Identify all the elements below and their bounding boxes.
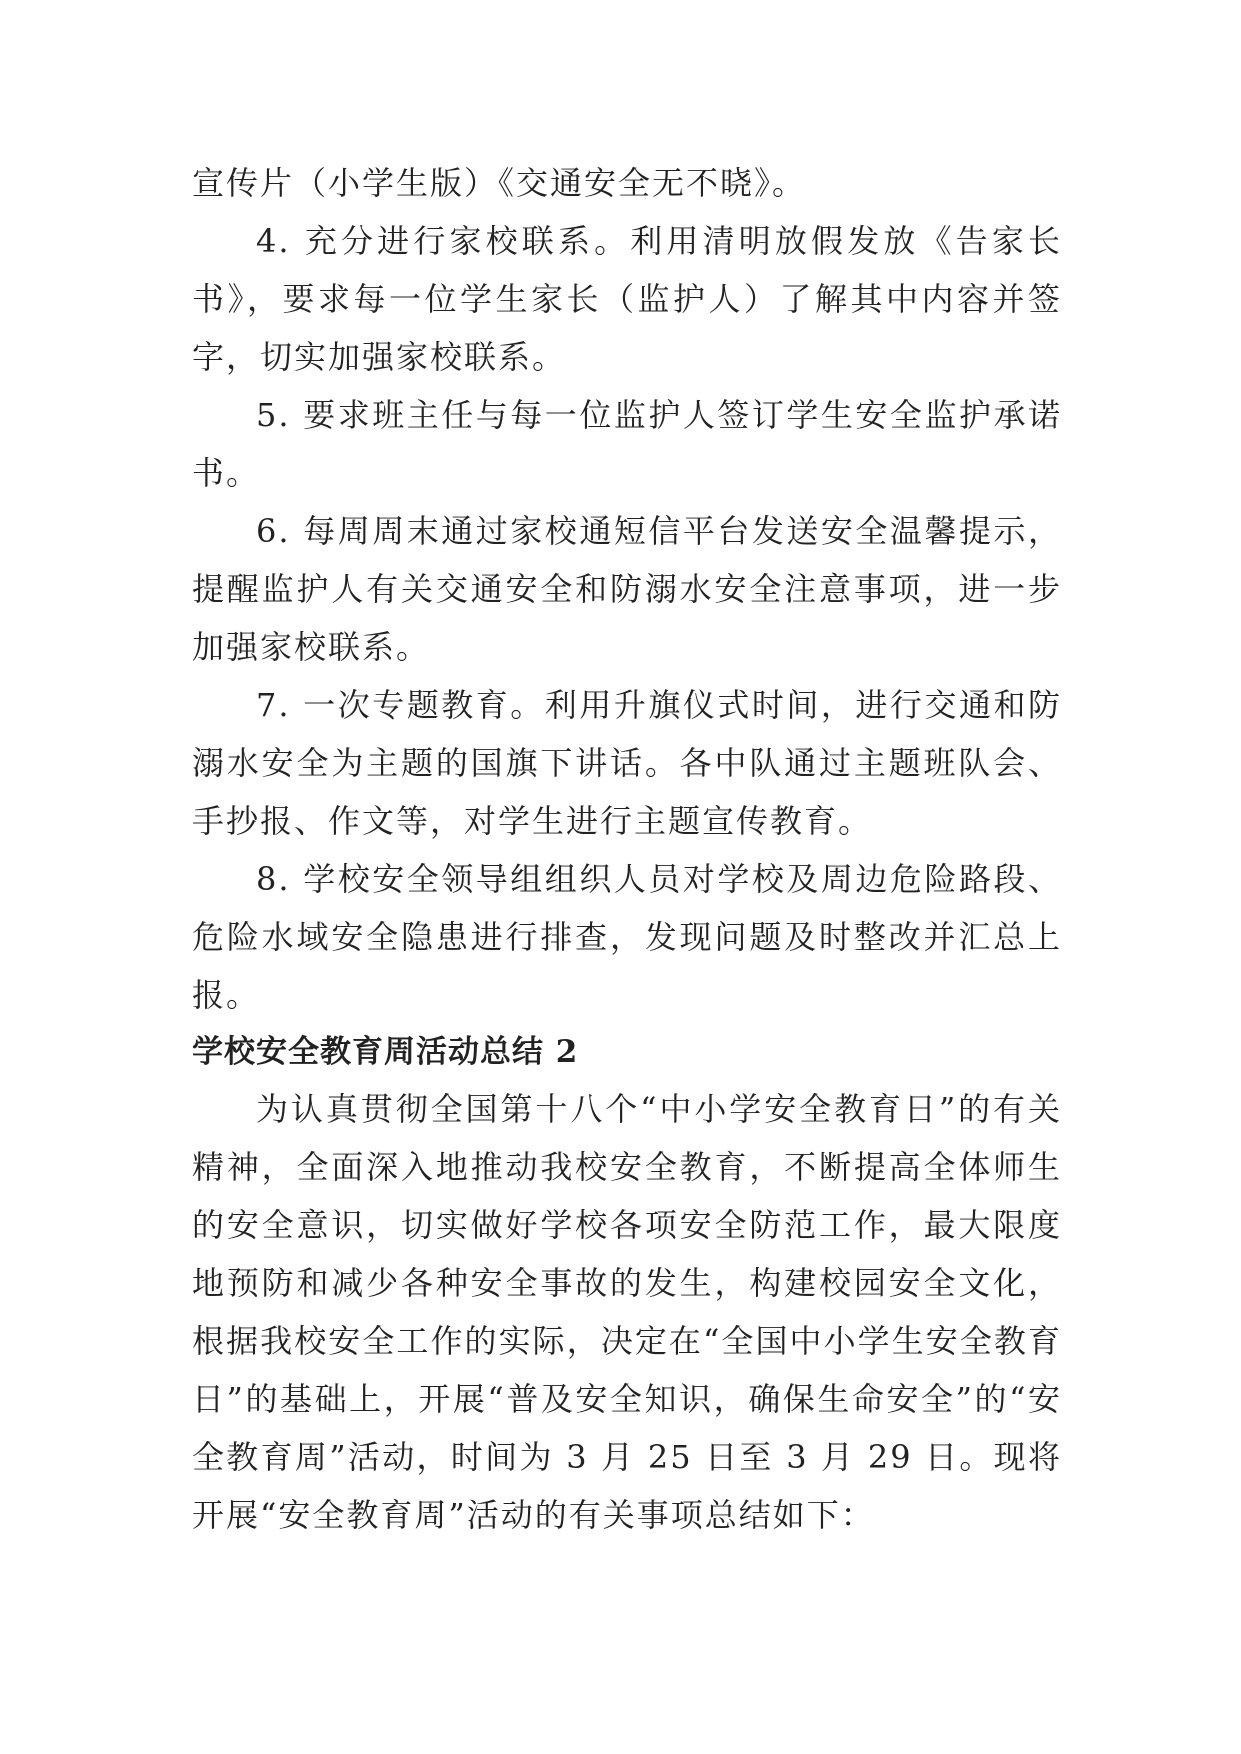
section-heading: 学校安全教育周活动总结 2: [192, 1034, 579, 1070]
paragraph-item-6: 6. 每周周末通过家校通短信平台发送安全温馨提示，提醒监护人有关交通安全和防溺水安全注意事项，进一步加强家校联系。: [192, 512, 1062, 666]
paragraph-item-7: 7. 一次专题教育。利用升旗仪式时间，进行交通和防溺水安全为主题的国旗下讲话。各中队通过主题班队会、手抄报、作文等，对学生进行主题宣传教育。: [192, 686, 1062, 840]
paragraph-item-8: 8. 学校安全领导组组织人员对学校及周边危险路段、危险水域安全隐患进行排查，发现问题及时整改并汇总上报。: [192, 860, 1062, 1014]
paragraph-item-4: 4. 充分进行家校联系。利用清明放假发放《告家长书》，要求每一位学生家长（监护人）了解其中内容并签字，切实加强家校联系。: [192, 222, 1062, 376]
document-body: [192, 154, 1062, 1544]
paragraph-continuation: 宣传片（小学生版）《交通安全无不晓》。: [192, 164, 807, 202]
paragraph-intro: 为认真贯彻全国第十八个“中小学安全教育日”的有关精神，全面深入地推动我校安全教育，不断提高全体师生的安全意识，切实做好学校各项安全防范工作，最大限度地预防和减少各种安全事故的发生，构建校园安全文化，根据我校安全工作的实际，决定在“全国中小学生安全教育日”的基础上，开展“普及安全知识，确保生命安全”的“安全教育周”活动，时间为 3 月 25 日至 3 月 29 日。现将开展“安全教育周”活动的有关事项总结如下：: [192, 1090, 1062, 1534]
paragraph-item-5: 5. 要求班主任与每一位监护人签订学生安全监护承诺书。: [192, 396, 1062, 492]
